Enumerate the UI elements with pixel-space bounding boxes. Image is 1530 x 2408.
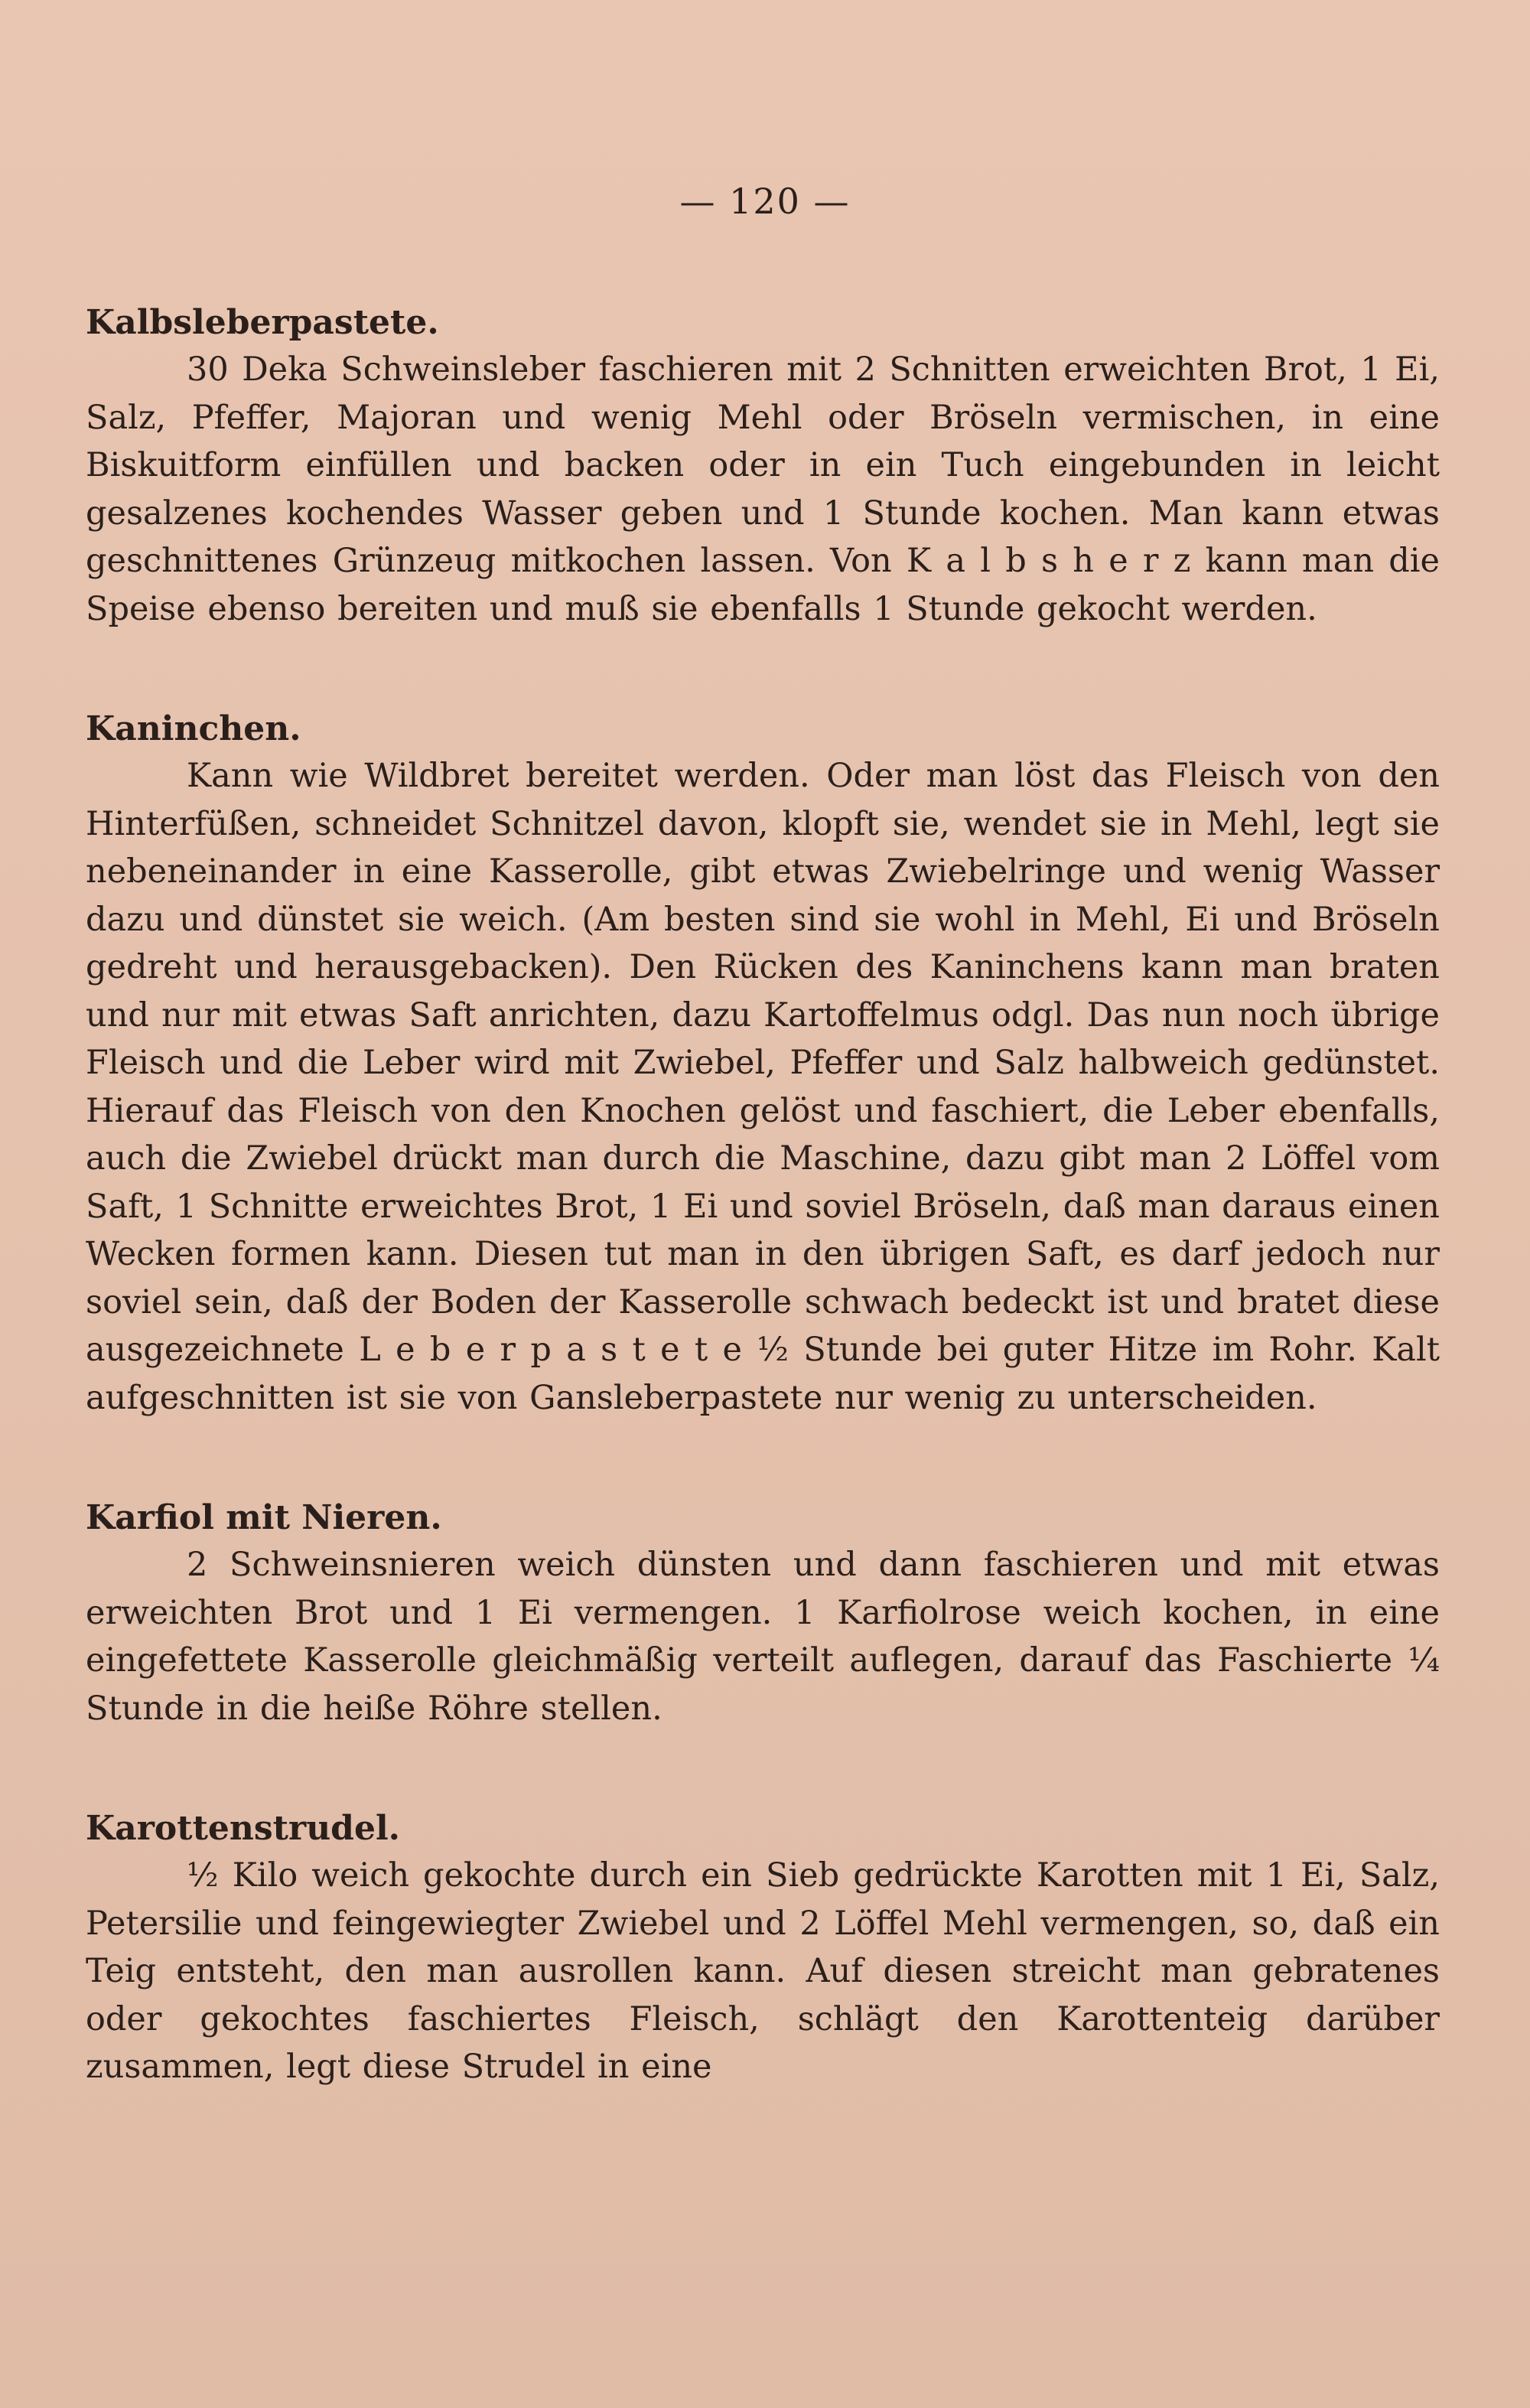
page-number: — 120 — [679,181,851,222]
recipe-text [86,300,1440,2165]
recipe-title: Kaninchen. [86,709,301,748]
recipe-body: 30 Deka Schweinsleber faschieren mit 2 Schnitten erweichten Brot, 1 Ei, Salz, Pfeffer, Majoran und wenig Mehl oder Bröseln vermischen, in eine Biskuitform einfüllen und backen oder in ein Tuch eingebunden in leicht gesalzenes kochendes Wasser geben und 1 Stunde kochen. Man kann etwas geschnittenes Grünzeug mitkochen lassen. Von K a l b s h e r z kann man die Speise ebenso bereiten und muß sie ebenfalls 1 Stunde gekocht werden. [86,350,1440,628]
recipe-kaninchen [86,706,1440,1422]
recipe-karottenstrudel [86,1806,1440,2091]
recipe-kalbsleberpastete [86,300,1440,633]
recipe-title: Karottenstrudel. [86,1809,400,1848]
recipe-karfiol-mit-nieren [86,1495,1440,1732]
recipe-body: 2 Schweinsnieren weich dünsten und dann faschieren und mit etwas erweichten Brot und 1 Ei vermengen. 1 Karfiolrose weich kochen, in eine eingefettete Kasserolle gleichmäßig verteilt auflegen, darauf das Faschierte ¼ Stunde in die heiße Röhre stellen. [86,1546,1440,1728]
recipe-title: Kalbsleberpastete. [86,303,439,342]
recipe-title: Karfiol mit Nieren. [86,1498,442,1537]
recipe-body: ½ Kilo weich gekochte durch ein Sieb gedrückte Karotten mit 1 Ei, Salz, Petersilie und feingewiegter Zwiebel und 2 Löffel Mehl vermengen, so, daß ein Teig entsteht, den man ausrollen kann. Auf diesen streicht man gebratenes oder gekochtes faschiertes Fleisch, schlägt den Karottenteig darüber zusammen, legt diese Strudel in eine [86,1856,1440,2086]
recipe-body: Kann wie Wildbret bereitet werden. Oder man löst das Fleisch von den Hinterfüßen, schneidet Schnitzel davon, klopft sie, wendet sie in Mehl, legt sie nebeneinander in eine Kasserolle, gibt etwas Zwiebelringe und wenig Wasser dazu und dünstet sie weich. (Am besten sind sie wohl in Mehl, Ei und Bröseln gedreht und herausgebacken). Den Rücken des Kaninchens kann man braten und nur mit etwas Saft anrichten, dazu Kartoffelmus odgl. Das nun noch übrige Fleisch und die Leber wird mit Zwiebel, Pfeffer und Salz halbweich gedünstet. Hierauf das Fleisch von den Knochen gelöst und faschiert, die Leber ebenfalls, auch die Zwiebel drückt man durch die Maschine, dazu gibt man 2 Löffel vom Saft, 1 Schnitte erweichtes Brot, 1 Ei und soviel Bröseln, daß man daraus einen Wecken formen kann. Diesen tut man in den übrigen Saft, es darf jedoch nur soviel sein, daß der Boden der Kasserolle schwach bedeckt ist und bratet diese ausgezeichnete L e b e r p a s t e t e ½ Stunde bei guter Hitze im Rohr. Kalt aufgeschnitten ist sie von Gansleberpastete nur wenig zu unterscheiden. [86,757,1440,1417]
